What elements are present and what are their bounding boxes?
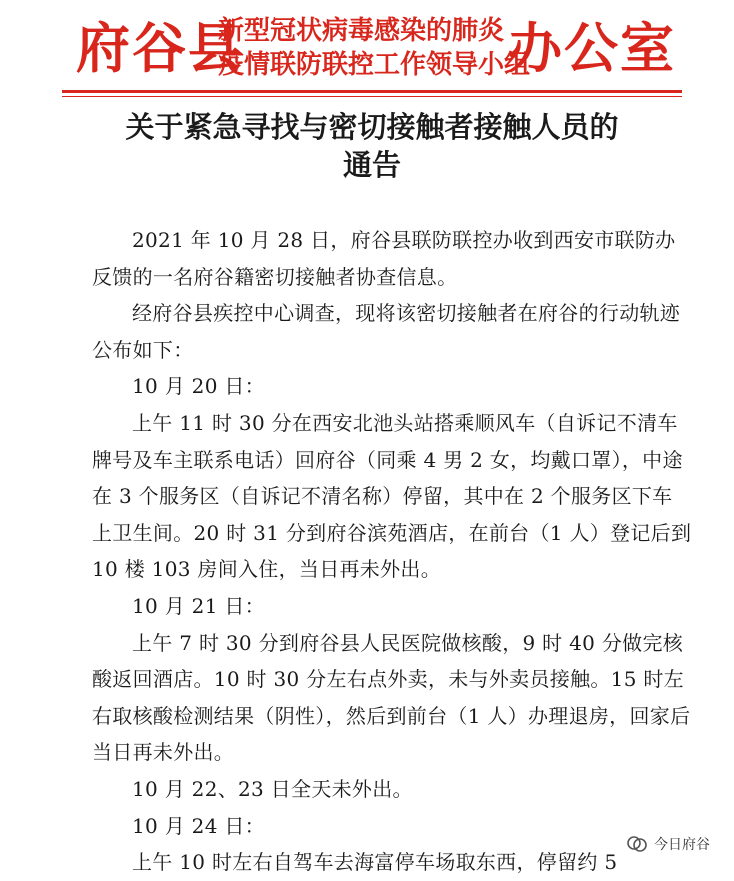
letterhead — [0, 0, 734, 100]
paragraph: 上午 10 时左右自驾车去海富停车场取东西，停留约 5 — [132, 850, 618, 875]
document-title — [62, 108, 682, 184]
date-heading: 10 月 24 日： — [132, 813, 265, 838]
title-line-1: 关于紧急寻找与密切接触者接触人员的 — [125, 110, 619, 144]
paragraph: 10 月 22、23 日全天未外出。 — [132, 776, 413, 801]
letterhead-org — [218, 14, 531, 82]
paragraph: 2021 年 10 月 28 日，府谷县联防联控办收到西安市联防办反馈的一名府谷籍密切接触者协查信息。 — [92, 228, 676, 289]
letterhead-county: 府谷县 — [76, 16, 244, 80]
letterhead-org-line1: 新型冠状病毒感染的肺炎 — [218, 16, 505, 46]
date-heading: 10 月 20 日： — [132, 374, 265, 399]
title-line-2: 通告 — [342, 148, 401, 182]
watermark-text: 今日府谷 — [654, 837, 710, 853]
document-body — [92, 222, 692, 881]
paragraph: 上午 7 时 30 分到府谷县人民医院做核酸，9 时 40 分做完核酸返回酒店。10 时 30 分左右点外卖，未与外卖员接触。15 时左右取核酸检测结果（阴性），然后到前台（1 人）办理退房，回家后当日再未外出。 — [92, 630, 691, 765]
date-heading: 10 月 21 日： — [132, 593, 265, 618]
letterhead-rule-thin — [62, 96, 682, 97]
paragraph: 上午 11 时 30 分在西安北池头站搭乘顺风车（自诉记不清车牌号及车主联系电话）回府谷（同乘 4 男 2 女，均戴口罩），中途在 3 个服务区（自诉记不清名称）停留，其中在 2 个服务区下车上卫生间。20 时 31 分到府谷滨苑酒店，在前台（1 人）登记后到 10 楼 103 房间入住，当日再未外出。 — [92, 410, 692, 582]
letterhead-org-line2: 疫情联防联控工作领导小组 — [218, 50, 531, 80]
wechat-channel-icon — [626, 834, 648, 854]
source-watermark — [622, 832, 714, 856]
paragraph: 经府谷县疾控中心调查，现将该密切接触者在府谷的行动轨迹公布如下： — [92, 301, 681, 362]
letterhead-office: 办公室 — [508, 16, 676, 80]
letterhead-rule-thick — [62, 90, 682, 93]
